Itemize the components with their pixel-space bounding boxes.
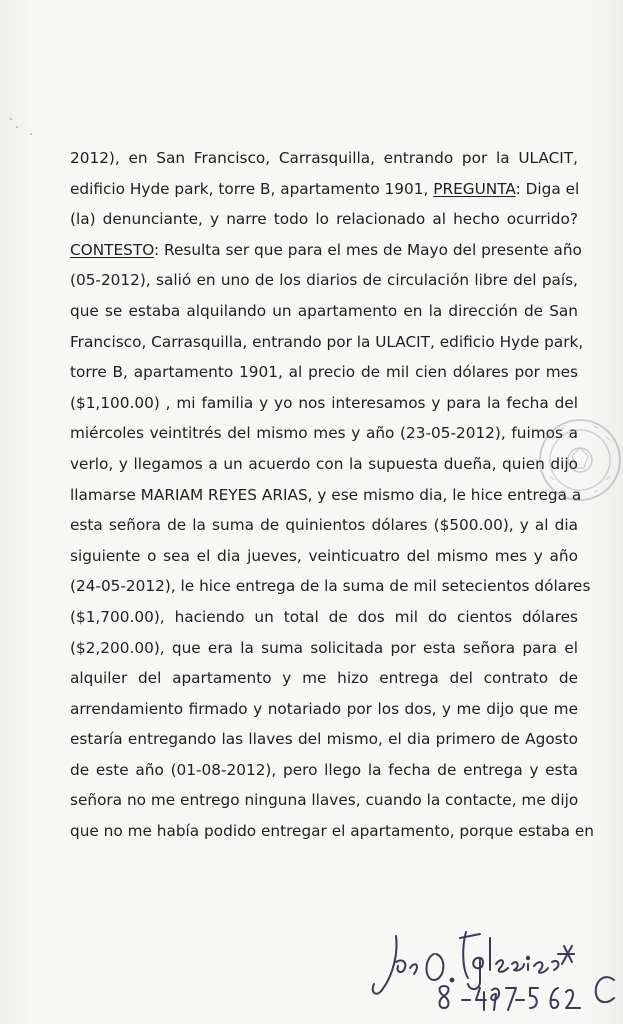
text-run: (la) denunciante, y narre todo lo relacionado al hecho ocurrido? xyxy=(70,210,578,229)
text-run: verlo, y llegamos a un acuerdo con la supuesta dueña, quien dijo xyxy=(70,454,578,473)
document-text-line xyxy=(70,418,578,449)
text-run: de este año (01-08-2012), pero llego la fecha de entrega y esta xyxy=(70,760,578,779)
document-text-line xyxy=(70,663,578,694)
text-run: ($1,700.00), haciendo un total de dos mil do cientos dólares xyxy=(70,607,578,626)
underlined-heading: PREGUNTA xyxy=(433,179,516,198)
document-text-line xyxy=(70,388,578,419)
document-text-line xyxy=(70,602,578,633)
document-text-line xyxy=(70,480,582,511)
scan-speck xyxy=(30,133,32,135)
text-run: arrendamiento firmado y notariado por los dos, y me dijo que me xyxy=(70,699,578,718)
document-body-text xyxy=(70,143,595,847)
text-run: esta señora de la suma de quinientos dólares ($500.00), y al dia xyxy=(70,516,578,535)
document-text-line xyxy=(70,204,578,235)
text-run: estaría entregando las llaves del mismo, el dia primero de Agosto xyxy=(70,730,578,749)
document-text-line xyxy=(70,816,595,847)
text-run: edificio Hyde park, torre B, apartamento 1901, xyxy=(70,179,434,198)
text-run: : Resulta ser que para el mes de Mayo del presente año xyxy=(154,240,582,259)
document-text-line xyxy=(70,724,578,755)
text-run: ($2,200.00), que era la suma solicitada por esta señora para el xyxy=(70,638,578,657)
document-text-line xyxy=(70,265,578,296)
document-text-line xyxy=(70,174,578,205)
text-run: Francisco, Carrasquilla, entrando por la ULACIT, edificio Hyde park, xyxy=(70,332,584,351)
text-run: que se estaba alquilando un apartamento en la dirección de San xyxy=(70,301,578,320)
document-text-line xyxy=(70,755,578,786)
text-run: miércoles veintitrés del mismo mes y año (23-05-2012), fuimos a xyxy=(70,424,578,443)
document-text-line xyxy=(70,235,582,266)
document-text-line xyxy=(70,449,578,480)
handwritten-signature xyxy=(368,918,618,1018)
text-run: que no me había podido entregar el apartamento, porque estaba en xyxy=(70,822,595,841)
text-run: señora no me entrego ninguna llaves, cuando la contacte, me dijo xyxy=(70,791,579,810)
document-text-line xyxy=(70,785,578,816)
official-stamp-seal xyxy=(532,410,622,510)
document-text-line xyxy=(70,296,578,327)
scan-speck xyxy=(16,126,18,128)
document-text-line xyxy=(70,357,578,388)
text-run: torre B, apartamento 1901, al precio de mil cien dólares por mes xyxy=(70,363,578,382)
document-text-line xyxy=(70,143,578,174)
text-run: llamarse MARIAM REYES ARIAS, y ese mismo dia, le hice entrega a xyxy=(70,485,582,504)
document-text-line xyxy=(70,633,578,664)
text-run: (05-2012), salió en uno de los diarios de circulación libre del país, xyxy=(70,271,578,290)
document-text-line xyxy=(70,571,591,602)
text-run: 2012), en San Francisco, Carrasquilla, entrando por la ULACIT, xyxy=(70,149,578,167)
text-run: : Diga el xyxy=(515,179,580,198)
text-run: (24-05-2012), le hice entrega de la suma de mil setecientos dólares xyxy=(70,577,591,596)
document-text-line xyxy=(70,694,578,725)
text-run: ($1,100.00) , mi familia y yo nos interesamos y para la fecha del xyxy=(70,393,578,412)
underlined-heading: CONTESTO xyxy=(70,240,154,259)
document-text-line xyxy=(70,327,584,358)
document-text-line xyxy=(70,541,578,572)
scan-speck xyxy=(10,118,12,120)
text-run: alquiler del apartamento y me hizo entrega del contrato de xyxy=(70,669,578,688)
text-run: siguiente o sea el dia jueves, veinticuatro del mismo mes y año xyxy=(70,546,578,565)
document-text-line xyxy=(70,510,578,541)
